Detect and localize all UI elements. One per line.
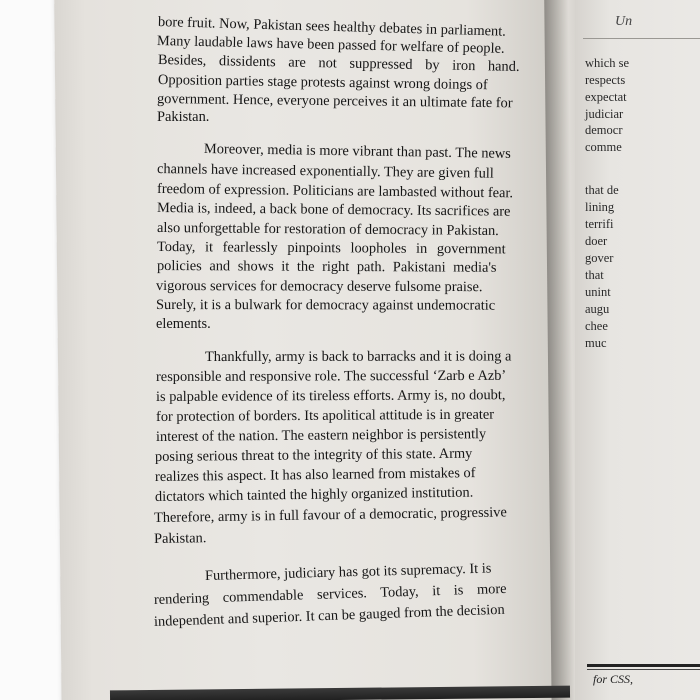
right-line: gover [585, 251, 614, 265]
text-line: elements. [156, 316, 211, 332]
right-line: judiciar [585, 107, 624, 121]
text-line: Media is, indeed, a back bone of democracy. Its sacrifices are [156, 200, 511, 220]
text-line: Surely, it is a bulwark for democracy against undemocratic [155, 297, 496, 314]
right-page-footer: for CSS, [593, 672, 634, 686]
right-line: expectat [585, 90, 627, 104]
text-line: Many laudable laws have been passed for welfare of people. [156, 33, 505, 57]
text-line: Pakistan. [153, 530, 207, 547]
text-line: policies and shows it the right path. Pakistani media's [156, 258, 497, 276]
text-line: for protection of borders. Its apolitical attitude is in greater [155, 406, 495, 425]
text-line: posing serious threat to the integrity of this state. Army [154, 445, 473, 465]
text-line: also unforgettable for restoration of democracy in Pakistan. [156, 220, 499, 239]
right-line: comme [585, 140, 622, 154]
text-line: realizes this aspect. It has also learned from mistakes of [154, 465, 476, 485]
right-line: lining [585, 200, 615, 214]
right-page-header: Un [615, 14, 633, 29]
right-line: that de [585, 183, 619, 197]
text-line: Furthermore, judiciary has got its supremacy. It is [204, 560, 492, 584]
text-line: government. Hence, everyone perceives it an ultimate fate for [156, 91, 513, 112]
text-line: responsible and responsive role. The successful ‘Zarb e Azb’ [155, 367, 507, 385]
text-line: Today, it fearlessly pinpoints loopholes in government [156, 239, 506, 258]
text-line: interest of the nation. The eastern neighbor is persistently [155, 426, 487, 445]
text-line: independent and superior. It can be gauged from the decision [153, 601, 505, 630]
right-line: muc [585, 336, 607, 350]
text-line: Pakistan. [157, 109, 210, 125]
text-line: Thankfully, army is back to barracks and it is doing a [204, 348, 512, 365]
right-line: that [585, 268, 604, 282]
text-line: is palpable evidence of its tireless efforts. Army is, no doubt, [155, 387, 506, 405]
text-line: channels have increased exponentially. They are given full [156, 161, 494, 182]
right-line: unint [585, 285, 611, 299]
text-line: Moreover, media is more vibrant than past. The news [203, 141, 511, 162]
right-line: respects [585, 73, 626, 87]
text-line: Opposition parties stage protests against wrong doings of [157, 72, 488, 94]
text-line: dictators which tainted the highly organized institution. [154, 484, 474, 505]
right-line: augu [585, 302, 610, 316]
text-line: freedom of expression. Politicians are lambasted without fear. [156, 181, 514, 202]
text-line: Therefore, army is in full favour of a democratic, progressive [153, 504, 507, 526]
right-line: terrifi [585, 217, 614, 231]
text-line: Besides, dissidents are not suppressed by iron hand. [157, 52, 520, 75]
right-line: which se [585, 56, 630, 70]
text-line: rendering commendable services. Today, it is more [153, 580, 507, 608]
right-line: doer [585, 234, 608, 248]
text-line: bore fruit. Now, Pakistan sees healthy debates in parliament. [157, 14, 507, 40]
text-line: vigorous services for democracy deserve fulsome praise. [155, 278, 483, 296]
right-line: chee [585, 319, 608, 333]
right-line: democr [585, 123, 623, 137]
